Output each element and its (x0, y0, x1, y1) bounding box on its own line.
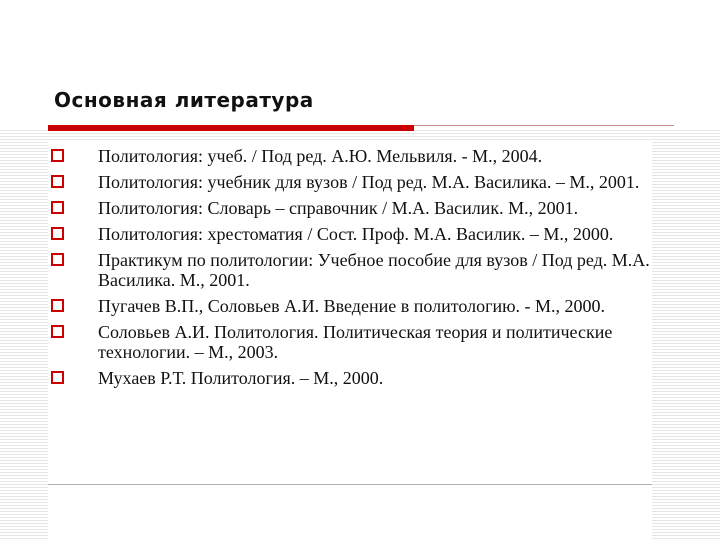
bottom-rule (48, 484, 652, 485)
list-item-text: Политология: Словарь – справочник / М.А. Василик. М., 2001. (98, 198, 579, 218)
square-bullet-icon (51, 149, 64, 162)
list-item (48, 368, 658, 388)
bibliography-list (48, 146, 658, 394)
slide-title: Основная литература (54, 88, 314, 112)
square-bullet-icon (51, 299, 64, 312)
list-item-text: Политология: хрестоматия / Сост. Проф. М.А. Василик. – М., 2000. (98, 224, 614, 244)
list-item (48, 146, 658, 166)
square-bullet-icon (51, 371, 64, 384)
list-item-text: Политология: учеб. / Под ред. А.Ю. Мельвиля. - М., 2004. (98, 146, 543, 166)
list-item (48, 198, 658, 218)
title-rule (414, 125, 674, 126)
list-item-text: Политология: учебник для вузов / Под ред. М.А. Василика. – М., 2001. (98, 172, 640, 192)
square-bullet-icon (51, 253, 64, 266)
list-item (48, 172, 658, 192)
square-bullet-icon (51, 227, 64, 240)
square-bullet-icon (51, 325, 64, 338)
square-bullet-icon (51, 201, 64, 214)
list-item-text: Мухаев Р.Т. Политология. – М., 2000. (98, 368, 384, 388)
list-item-text: Пугачев В.П., Соловьев А.И. Введение в политологию. - М., 2000. (98, 296, 606, 316)
title-accent-bar (48, 125, 414, 131)
list-item (48, 250, 658, 290)
list-item-text: Соловьев А.И. Политология. Политическая теория и политические технологии. – М., 2003. (98, 322, 613, 362)
square-bullet-icon (51, 175, 64, 188)
list-item-text: Практикум по политологии: Учебное пособие для вузов / Под ред. М.А. Василика. М., 2001. (98, 250, 650, 290)
list-item (48, 224, 658, 244)
list-item (48, 296, 658, 316)
list-item (48, 322, 658, 362)
